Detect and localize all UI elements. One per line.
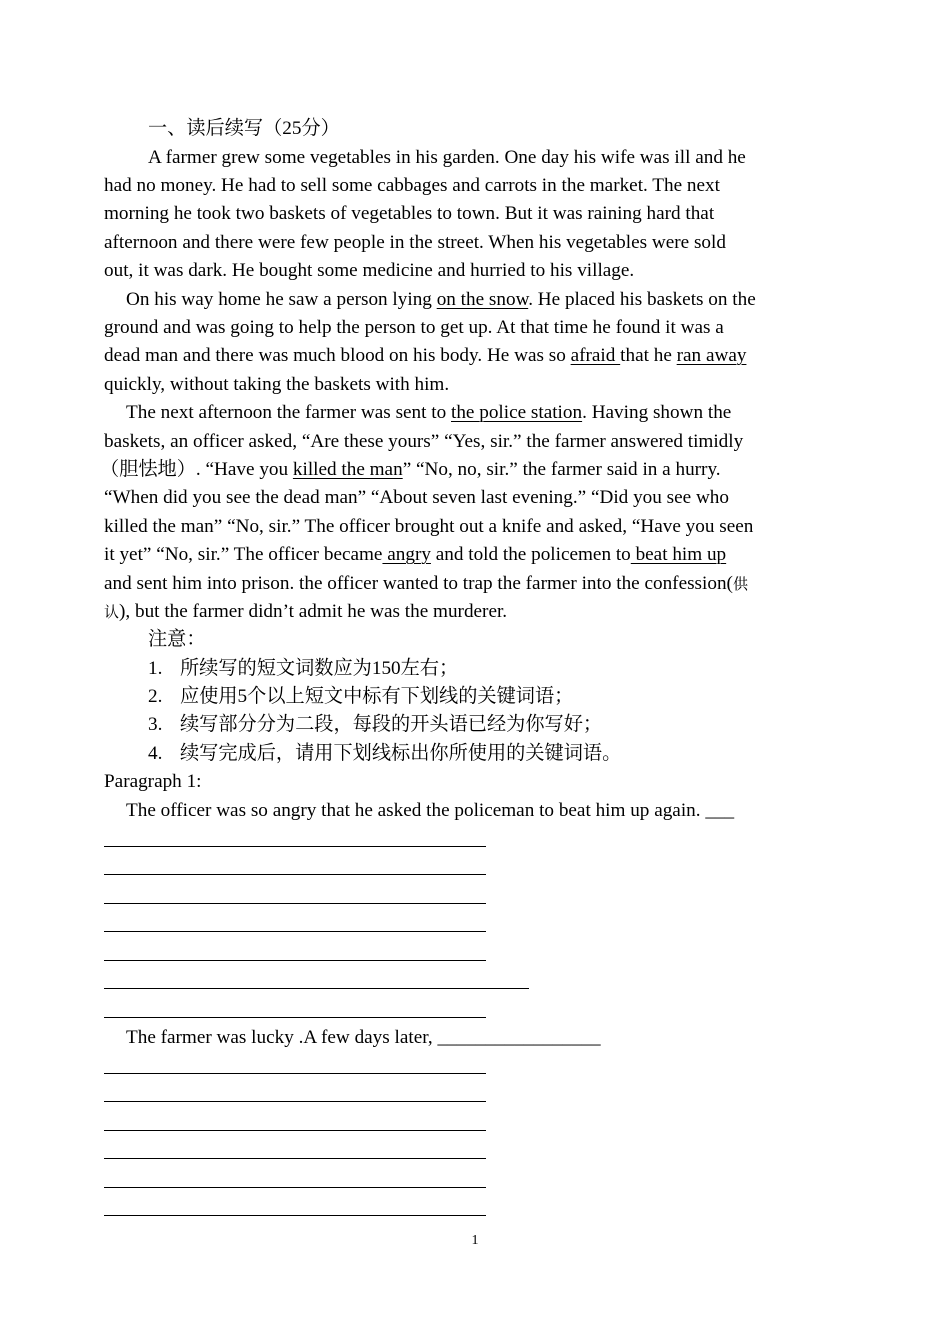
text-run: that he — [620, 345, 677, 366]
story-line — [100, 458, 721, 482]
text-run: ” “No, no, sir.” the farmer said in a hurry. — [402, 459, 721, 480]
note-item — [148, 713, 602, 737]
note-number: 3. — [148, 714, 163, 735]
story-line — [126, 401, 731, 425]
paragraph1-opening: The officer was so angry that he asked the policeman to beat him up again. ___ — [126, 800, 735, 821]
keyword-underlined: ran away — [676, 345, 747, 366]
page-number: 1 — [471, 1233, 479, 1248]
writing-line[interactable] — [104, 1130, 486, 1131]
keyword-underlined: on the snow — [436, 289, 529, 310]
writing-line[interactable] — [104, 903, 486, 904]
note-text: 应使用5个以上短文中标有下划线的关键词语； — [180, 686, 574, 707]
section-heading: 一、读后续写（25分） — [148, 118, 340, 139]
text-run: and sent him into prison. the officer wanted to trap the farmer into the confession( — [104, 573, 733, 594]
story-line — [104, 600, 507, 625]
keyword-underlined: afraid — [570, 345, 621, 366]
paragraph1-label: Paragraph 1: — [104, 771, 202, 792]
story-line: A farmer grew some vegetables in his garden. One day his wife was ill and he — [148, 147, 746, 168]
writing-line[interactable] — [104, 931, 486, 932]
text-run: dead man and there was much blood on his body. He was so — [104, 345, 571, 366]
text-run: and told the policemen to — [430, 544, 631, 565]
story-line: quickly, without taking the baskets with him. — [104, 374, 450, 395]
story-line: baskets, an officer asked, “Are these yours” “Yes, sir.” the farmer answered timidly — [104, 431, 744, 452]
text-run: it yet” “No, sir.” The officer became — [104, 544, 383, 565]
writing-line[interactable] — [104, 1073, 486, 1074]
note-item — [148, 657, 458, 681]
note-number: 4. — [148, 743, 163, 764]
text-run: On his way home he saw a person lying — [126, 289, 437, 310]
story-line: afternoon and there were few people in the street. When his vegetables were sold — [104, 232, 726, 253]
writing-line[interactable] — [104, 1158, 486, 1159]
story-line — [126, 288, 756, 312]
story-line: out, it was dark. He bought some medicine and hurried to his village. — [104, 260, 635, 281]
writing-line[interactable] — [104, 960, 486, 961]
story-line: killed the man” “No, sir.” The officer brought out a knife and asked, “Have you seen — [104, 516, 754, 537]
keyword-underlined: beat him up — [630, 544, 727, 565]
note-text: 续写部分分为二段，每段的开头语已经为你写好； — [180, 714, 603, 735]
text-run: . Having shown the — [582, 402, 732, 423]
text-run: The next afternoon the farmer was sent to — [126, 402, 451, 423]
text-run: ), but the farmer didn’t admit he was the murderer. — [119, 601, 508, 622]
writing-line[interactable] — [104, 846, 486, 847]
text-run: （胆怯地）. “Have you — [100, 459, 293, 480]
note-item — [148, 742, 621, 766]
keyword-underlined: the police station — [451, 402, 583, 423]
story-line: “When did you see the dead man” “About seven last evening.” “Did you see who — [104, 487, 729, 508]
note-text: 续写完成后，请用下划线标出你所使用的关键词语。 — [180, 743, 622, 764]
keyword-underlined: killed the man — [292, 459, 403, 480]
note-item — [148, 685, 573, 709]
story-line: ground and was going to help the person to get up. At that time he found it was a — [104, 317, 724, 338]
note-number: 1. — [148, 658, 163, 679]
story-line — [104, 344, 746, 368]
writing-line[interactable] — [104, 1101, 486, 1102]
keyword-underlined: angry — [382, 544, 431, 565]
note-text: 所续写的短文词数应为150左右； — [180, 658, 459, 679]
text-run-small: 认 — [104, 605, 120, 621]
text-run: . He placed his baskets on the — [528, 289, 756, 310]
notes-title: 注意： — [148, 629, 206, 650]
writing-line[interactable] — [104, 1017, 486, 1018]
paragraph2-opening: The farmer was lucky .A few days later, _________________ — [126, 1027, 601, 1048]
story-line: morning he took two baskets of vegetables to town. But it was raining hard that — [104, 203, 715, 224]
writing-line[interactable] — [104, 1187, 486, 1188]
text-run-small: 供 — [732, 577, 748, 593]
writing-line[interactable] — [104, 988, 529, 989]
writing-line[interactable] — [104, 874, 486, 875]
writing-line[interactable] — [104, 1215, 486, 1216]
story-line: had no money. He had to sell some cabbages and carrots in the market. The next — [104, 175, 720, 196]
story-line — [104, 572, 748, 597]
note-number: 2. — [148, 686, 163, 707]
story-line — [104, 543, 726, 567]
